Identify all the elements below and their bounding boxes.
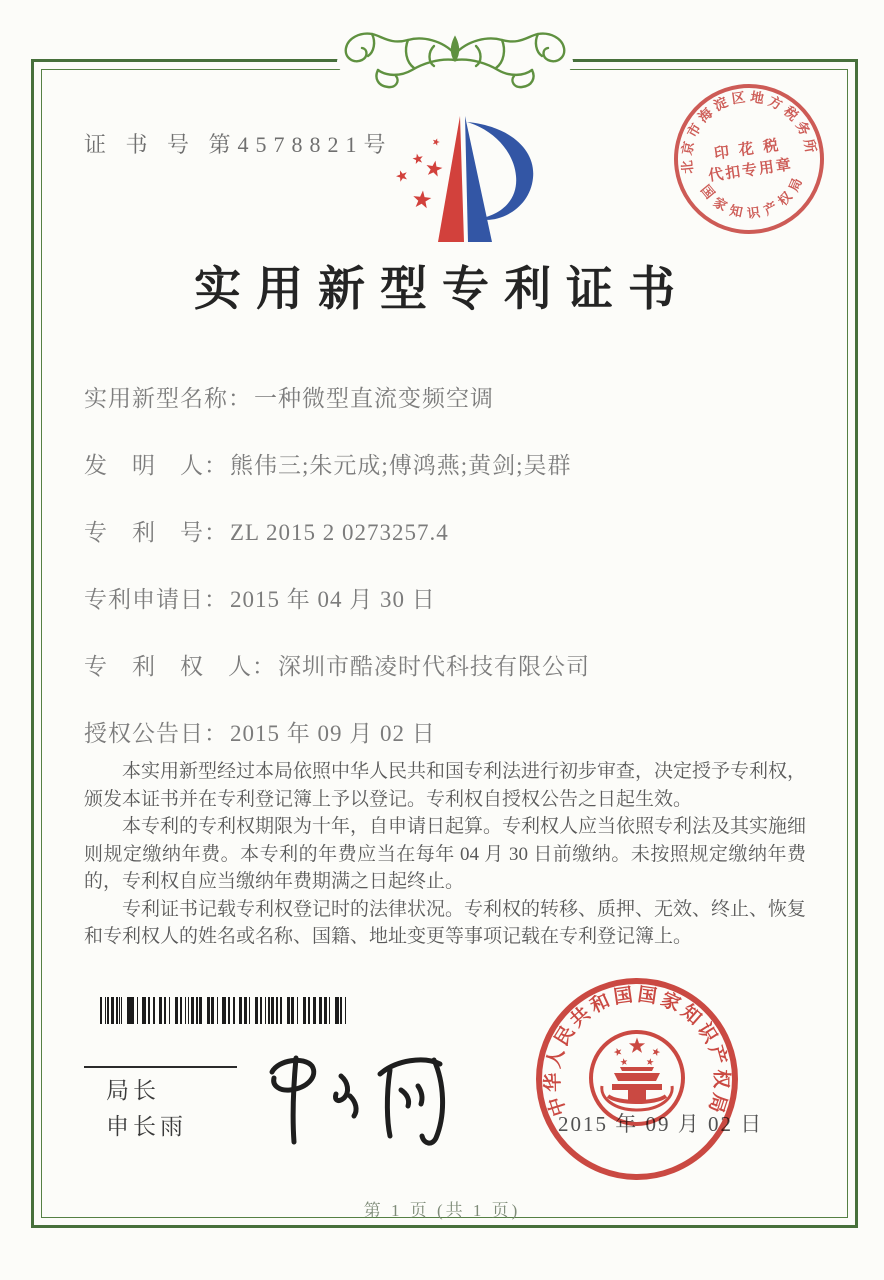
field-label: 授权公告日： <box>84 721 228 746</box>
field-label: 专 利 号： <box>84 520 228 545</box>
commissioner-signature-icon <box>238 1034 473 1149</box>
signature-rule <box>84 1066 237 1068</box>
page-title: 实用新型专利证书 <box>194 264 690 316</box>
barcode-icon <box>100 997 348 1024</box>
field-value: 熊伟三;朱元成;傅鸿燕;黄剑;吴群 <box>230 453 572 478</box>
field-label: 专 利 权 人： <box>84 654 276 679</box>
cnipa-logo-icon <box>370 112 550 246</box>
field-filing-date <box>84 581 814 648</box>
field-value: ZL 2015 2 0273257.4 <box>230 520 449 545</box>
legal-paragraph-1: 本实用新型经过本局依照中华人民共和国专利法进行初步审查，决定授予专利权，颁发本证书并在专利登记簿上予以登记。专利权自授权公告之日起生效。 <box>84 761 807 810</box>
tax-stamp-rim-bottom: 国家知识产权局 <box>697 170 808 222</box>
cnipa-seal <box>530 972 744 1186</box>
field-inventors <box>84 447 814 514</box>
field-utility-name <box>84 380 814 447</box>
tax-stamp-rim-top: 北京市海淀区地方税务所 <box>679 89 819 175</box>
tax-stamp-line2: 代扣专用章 <box>707 157 794 185</box>
field-label: 专利申请日： <box>84 587 228 612</box>
field-patent-number <box>84 514 814 581</box>
tax-stamp-line1: 印 花 税 <box>713 137 783 163</box>
field-value: 2015 年 09 月 02 日 <box>230 721 436 746</box>
certificate-number: 证 书 号 第4578821号 <box>84 132 393 157</box>
tax-stamp <box>658 68 841 251</box>
field-value: 2015 年 04 月 30 日 <box>230 587 436 612</box>
commissioner-name: 申长雨 <box>106 1114 187 1139</box>
national-emblem-icon <box>591 1032 683 1124</box>
field-list <box>84 380 814 782</box>
legal-paragraph-2: 本专利的专利权期限为十年，自申请日起算。专利权人应当依照专利法及其实施细则规定缴纳年费。本专利的年费应当在每年 04 月 30 日前缴纳。未按照规定缴纳年费的，专利权自应当缴纳年费期满之日起终止。 <box>84 816 807 892</box>
field-label: 发 明 人： <box>84 453 228 478</box>
green-flourish-icon <box>330 24 580 100</box>
seal-rim-text: 中华人民共和国国家知识产权局 <box>542 984 732 1119</box>
field-label: 实用新型名称： <box>84 386 252 411</box>
field-value: 深圳市酷凌时代科技有限公司 <box>278 654 590 679</box>
seal-date: 2015 年 09 月 02 日 <box>558 1112 764 1136</box>
legal-paragraph-3: 专利证书记载专利权登记时的法律状况。专利权的转移、质押、无效、终止、恢复和专利权人的姓名或名称、国籍、地址变更等事项记载在专利登记簿上。 <box>84 898 807 947</box>
legal-text <box>84 758 806 951</box>
page-number: 第 1 页 (共 1 页) <box>363 1201 521 1220</box>
commissioner-title: 局长 <box>106 1078 160 1103</box>
field-value: 一种微型直流变频空调 <box>254 386 494 411</box>
field-patentee <box>84 648 814 715</box>
svg-text:北京市海淀区地方税务所 <box>670 80 820 175</box>
